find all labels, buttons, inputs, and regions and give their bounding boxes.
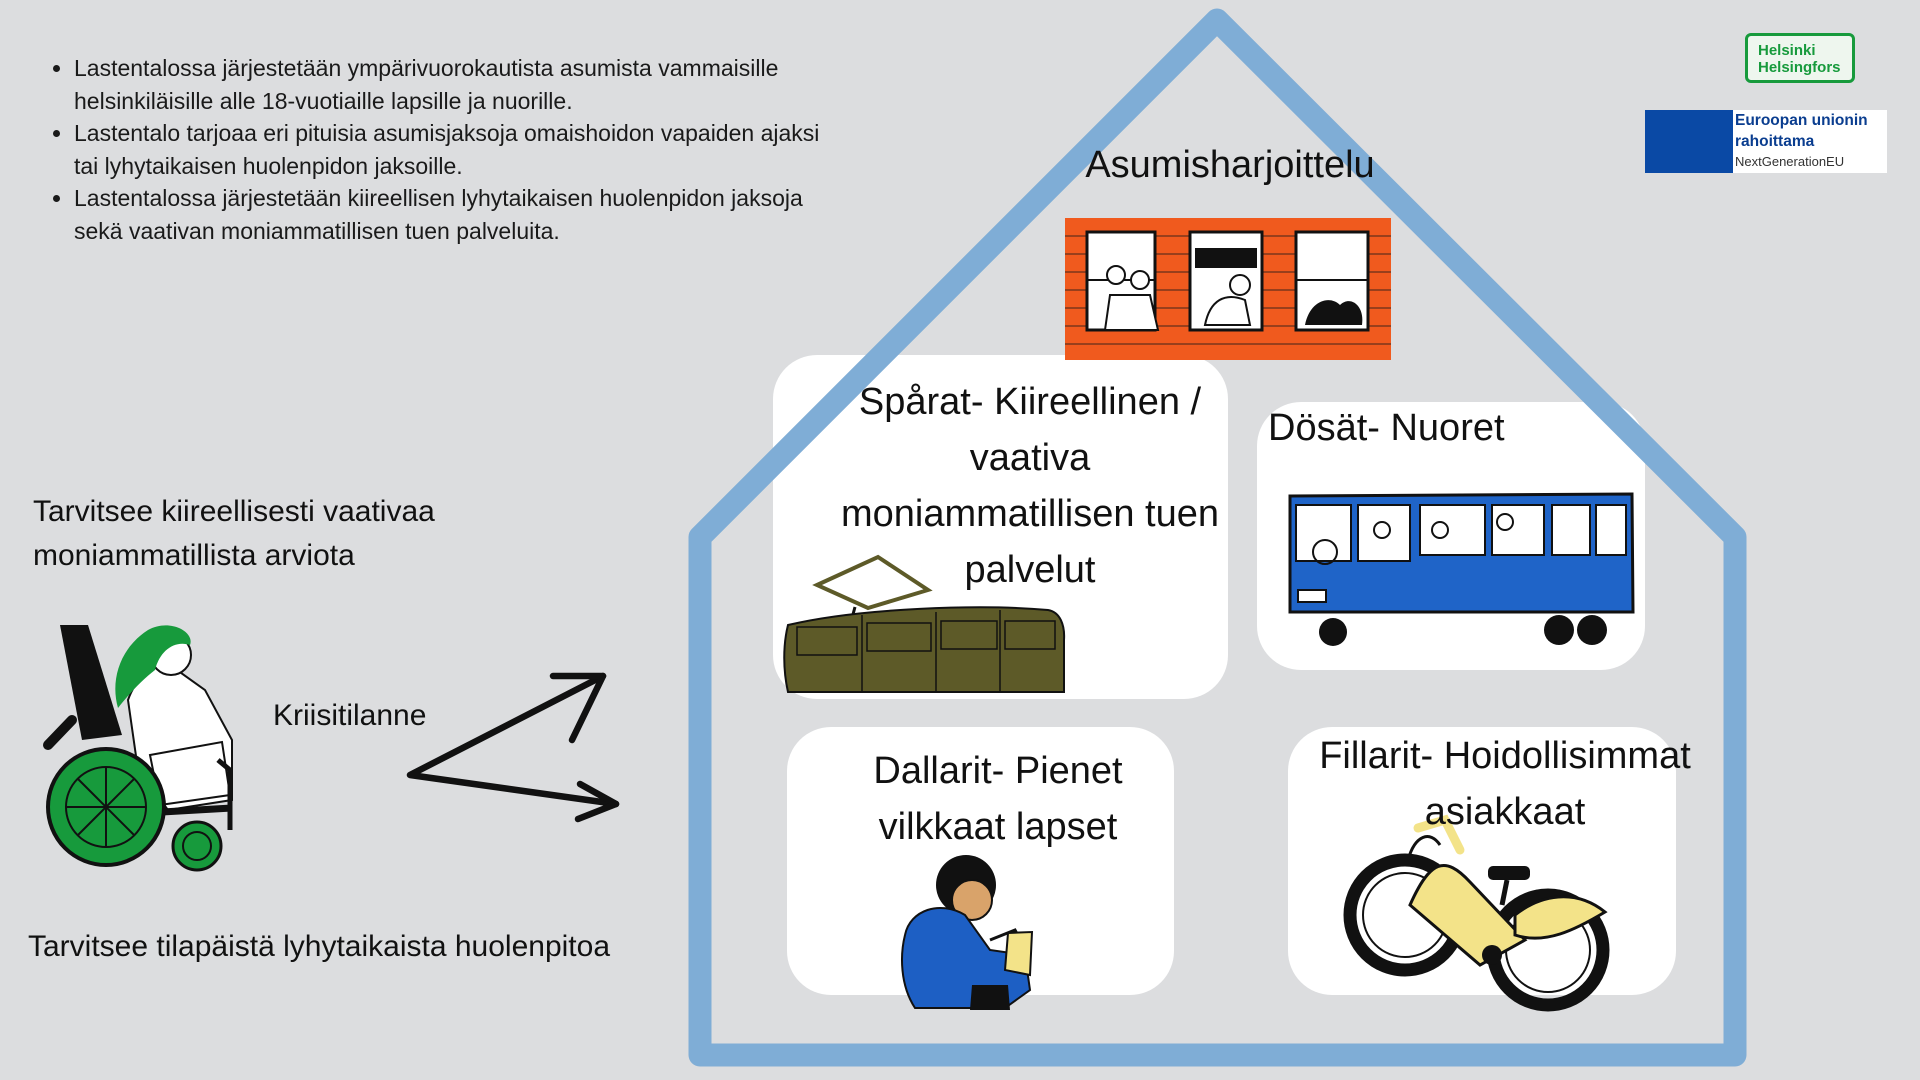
urgent-need-text: Tarvitsee kiireellisesti vaativaa moniammatillista arviota (33, 495, 435, 572)
temporary-need-text: Tarvitsee tilapäistä lyhytaikaista huolenpitoa (28, 930, 610, 963)
wheelchair-user-icon (48, 625, 232, 870)
room-dosat-title: Dösät- Nuoret (1268, 407, 1505, 449)
bullet-item: • Lastentalossa järjestetään ympärivuorokautista asumista vammaisille helsinkiläisille alle 18-vuotiaille lapsille ja nuorille. (74, 52, 844, 117)
room-dallarit-title: Dallarit- Pienet vilkkaat lapset (873, 750, 1123, 848)
crisis-label: Kriisitilanne (273, 699, 427, 732)
apartment-windows-icon (1065, 218, 1391, 360)
attic-title: Asumisharjoittelu (1085, 144, 1375, 186)
eu-flag-icon (1645, 110, 1733, 173)
bus-icon (1290, 494, 1633, 646)
bullet-item: • Lastentalo tarjoaa eri pituisia asumisjaksoja omaishoidon vapaiden ajaksi tai lyhytaikaisen huolenpidon jaksoille. (74, 117, 844, 182)
bicycle-icon (1350, 820, 1605, 1005)
child-icon (902, 855, 1032, 1010)
eu-funding-logo: Euroopan unionin rahoittama NextGenerationEU (1645, 110, 1887, 173)
arrow-icon (410, 676, 616, 819)
room-fillarit-title: Fillarit- Hoidollisimmat asiakkaat (1319, 735, 1691, 833)
bullet-item: • Lastentalossa järjestetään kiireellisen lyhytaikaisen huolenpidon jaksoja sekä vaativan moniammatillisen tuen palveluita. (74, 182, 844, 247)
room-sparat-title: Spårat- Kiireellinen / vaativa moniammatillisen tuen palvelut (840, 381, 1220, 591)
helsinki-logo: Helsinki Helsingfors (1745, 33, 1855, 83)
